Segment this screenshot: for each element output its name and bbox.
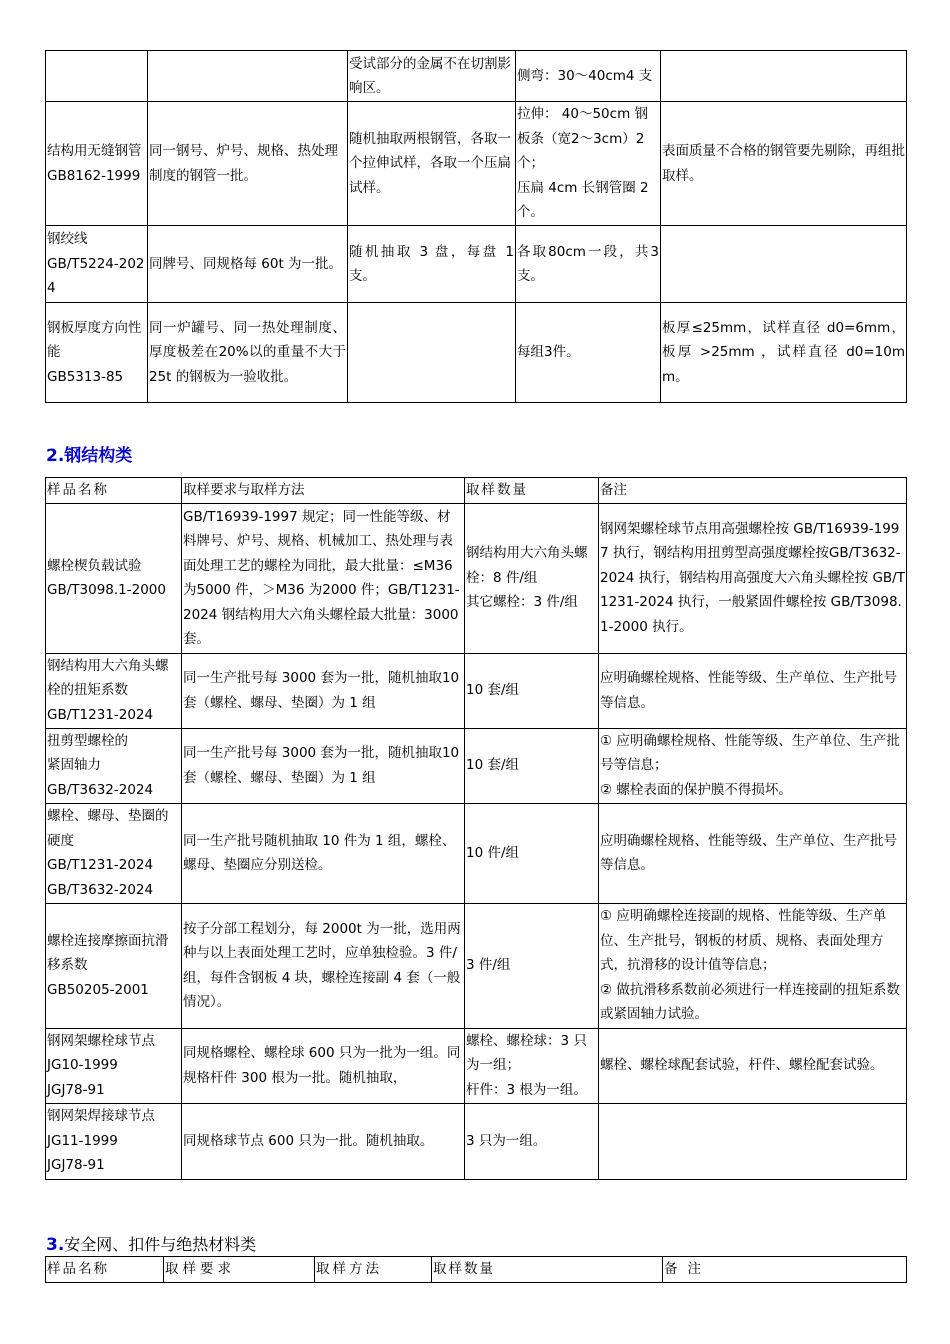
table-row [46, 803, 907, 903]
cell-batch-rule: 同一钢号、炉号、规格、热处理制度的钢管一批。 [148, 102, 348, 226]
text-line: 钢网架焊接球节点 [47, 1108, 155, 1125]
table-row [46, 226, 907, 303]
cell-sample-name [46, 51, 148, 102]
cell-sampling-method: 随机抽取两根钢管，各取一个拉伸试样，各取一个压扁试样。 [348, 102, 516, 226]
cell-sample-name [46, 226, 148, 303]
cell-remarks: 板厚≤25mm，试样直径 d0=6mm，板厚 >25mm ，试样直径 d0=10mm。 [661, 303, 907, 403]
text-line: 钢绞线 [47, 231, 88, 248]
text-line: 其它螺栓：3 件/组 [466, 594, 578, 611]
cell-sampling-method [348, 303, 516, 403]
text-line: 螺栓连接摩擦面抗滑移系数 [47, 932, 169, 974]
header-remarks: 备注 [599, 478, 907, 504]
cell-remarks [599, 728, 907, 803]
cell-remarks [599, 1103, 907, 1179]
cell-sampling-method: 随机抽取 3 盘，每盘 1支。 [348, 226, 516, 303]
header-remarks: 备注 [663, 1257, 907, 1283]
cell-sample-quantity [465, 503, 599, 653]
cell-batch-rule [148, 51, 348, 102]
cell-remarks: 应明确螺栓规格、性能等级、生产单位、生产批号等信息。 [599, 803, 907, 903]
cell-sample-quantity: 10 套/组 [465, 728, 599, 803]
cell-sampling-requirement: 按子分部工程划分，每 2000t 为一批，选用两种与以上表面处理工艺时，应单独检验。3 件/组，每件含钢板 4 块，螺栓连接副 4 套（一般情况）。 [182, 903, 465, 1028]
cell-sampling-requirement: 同一生产批号每 3000 套为一批，随机抽取10 套（螺栓、螺母、垫圈）为 1 组 [182, 728, 465, 803]
text-line: 螺栓、螺母、垫圈的硬度 [47, 808, 169, 849]
text-line: ① 应明确螺栓连接副的规格、性能等级、生产单位、生产批号，钢板的材质、规格、表面处理方式，抗滑移的设计值等信息； [600, 908, 887, 974]
text-line: GB50205-2001 [47, 981, 149, 998]
cell-sample-quantity [465, 1028, 599, 1103]
text-line: JG10-1999 [47, 1057, 118, 1074]
cell-sample-quantity: 各取80cm一段，共3支。 [516, 226, 661, 303]
text-line: GB5313-85 [47, 368, 124, 385]
cell-sampling-requirement: GB/T16939-1997 规定；同一性能等级、材料牌号、炉号、规格、机械加工、热处理与表面处理工艺的螺栓为同批，最大批量：≤M36 为5000 件，＞M36 为2000 件；GB/T1231-2024 钢结构用大六角头螺栓最大批量：3000 套。 [182, 503, 465, 653]
text-line: 钢结构用大六角头螺栓的扭矩系数 [47, 657, 169, 699]
cell-remarks: 螺栓、螺栓球配套试验，杆件、螺栓配套试验。 [599, 1028, 907, 1103]
cell-sample-name [46, 653, 182, 728]
cell-sample-name [46, 1028, 182, 1103]
cell-remarks: 表面质量不合格的钢管要先剔除，再组批取样。 [661, 102, 907, 226]
cell-sample-quantity: 3 只为一组。 [465, 1103, 599, 1179]
section-number: 3. [46, 1235, 65, 1255]
text-line: GB/T5224-2024 [47, 255, 145, 297]
text-line: 螺栓、螺栓球：3 只为一组； [466, 1032, 587, 1074]
cell-sample-name: 结构用无缝钢管GB8162-1999 [46, 102, 148, 226]
header-sample-name: 样品名称 [46, 478, 182, 504]
text-line: GB/T1231-2024 [47, 706, 154, 723]
cell-sample-name [46, 303, 148, 403]
text-line: JGJ78-91 [47, 1157, 105, 1174]
cell-sample-name [46, 1103, 182, 1179]
cell-remarks [661, 51, 907, 102]
text-line: 杆件：3 根为一组。 [466, 1081, 587, 1098]
header-sample-name: 样品名称 [46, 1257, 164, 1283]
cell-remarks: 钢网架螺栓球节点用高强螺栓按 GB/T16939-1997 执行，钢结构用扭剪型高强度螺栓按GB/T3632-2024 执行，钢结构用高强度大六角头螺栓按 GB/T1231-2024 执行，一般紧固件螺栓按 GB/T3098.1-2000 执行。 [599, 503, 907, 653]
cell-sample-quantity: 侧弯：30～40cm4 支 [516, 51, 661, 102]
cell-remarks [661, 226, 907, 303]
table-row [46, 653, 907, 728]
text-line: 钢结构用大六角头螺栓：8 件/组 [466, 545, 588, 586]
cell-sampling-requirement: 同规格螺栓、螺栓球 600 只为一批为一组。同规格杆件 300 根为一批。随机抽取， [182, 1028, 465, 1103]
cell-remarks [599, 903, 907, 1028]
table-row [46, 903, 907, 1028]
text-line: GB/T3632-2024 [47, 881, 154, 898]
section-title-steel-structure: 2.钢结构类 [46, 446, 133, 466]
cell-sample-name [46, 903, 182, 1028]
cell-sample-quantity: 10 件/组 [465, 803, 599, 903]
text-line: JG11-1999 [47, 1132, 118, 1149]
cell-sampling-requirement: 同一生产批号随机抽取 10 件为 1 组，螺栓、螺母、垫圈应分别送检。 [182, 803, 465, 903]
text-line: GB/T3632-2024 [47, 781, 154, 798]
cell-sample-quantity: 10 套/组 [465, 653, 599, 728]
cell-batch-rule: 同一炉罐号、同一热处理制度、厚度极差在20%以的重量不大于 25t 的钢板为一验收批。 [148, 303, 348, 403]
text-line: 螺栓楔负载试验 [47, 557, 142, 574]
text-line: ② 做抗滑移系数前必须进行一样连接副的扭矩系数或紧固轴力试验。 [600, 981, 900, 1023]
header-sampling-requirement: 取样要求与取样方法 [182, 478, 465, 504]
header-sampling-method: 取样方法 [315, 1257, 432, 1283]
header-sample-quantity: 取样数量 [432, 1257, 663, 1283]
table-steel-structure [45, 477, 907, 1180]
cell-sampling-requirement: 同规格球节点 600 只为一批。随机抽取。 [182, 1103, 465, 1179]
cell-sample-quantity: 3 件/组 [465, 903, 599, 1028]
table-row [46, 728, 907, 803]
cell-sample-quantity: 每组3件。 [516, 303, 661, 403]
text-line: 压扁 4cm 长钢管圈 2个。 [517, 179, 649, 221]
table-row [46, 303, 907, 403]
cell-sampling-method: 受试部分的金属不在切割影响区。 [348, 51, 516, 102]
text-line: GB/T3098.1-2000 [47, 582, 166, 598]
table-row [46, 503, 907, 653]
section-title-text: 安全网、扣件与绝热材料类 [64, 1235, 257, 1254]
cell-sample-quantity [516, 102, 661, 226]
table-row [46, 1028, 907, 1103]
cell-sample-name [46, 728, 182, 803]
table-header-row [46, 478, 907, 504]
text-line: ① 应明确螺栓规格、性能等级、生产单位、生产批号等信息； [600, 732, 900, 774]
section-title-safety-materials [46, 1232, 256, 1255]
header-sample-quantity: 取样数量 [465, 478, 599, 504]
text-line: 钢网架螺栓球节点 [47, 1032, 155, 1049]
table-row [46, 1103, 907, 1179]
cell-batch-rule: 同牌号、同规格每 60t 为一批。 [148, 226, 348, 303]
text-line: 钢板厚度方向性能 [47, 319, 142, 361]
cell-remarks: 应明确螺栓规格、性能等级、生产单位、生产批号等信息。 [599, 653, 907, 728]
text-line: GB/T1231-2024 [47, 857, 154, 873]
text-line: ② 螺栓表面的保护膜不得损坏。 [600, 781, 792, 798]
text-line: 紧固轴力 [47, 757, 101, 774]
cell-sample-name [46, 503, 182, 653]
table-steel-materials [45, 50, 907, 403]
header-sampling-requirement: 取样要求 [164, 1257, 315, 1283]
table-header-row [46, 1257, 907, 1283]
table-row [46, 102, 907, 226]
table-row [46, 51, 907, 102]
text-line: 扭剪型螺栓的 [47, 732, 128, 749]
text-line: JGJ78-91 [47, 1081, 105, 1098]
cell-sampling-requirement: 同一生产批号每 3000 套为一批，随机抽取10 套（螺栓、螺母、垫圈）为 1 组 [182, 653, 465, 728]
text-line: 拉伸： 40～50cm 钢板条（宽2～3cm）2个； [517, 106, 649, 172]
table-safety-materials [45, 1256, 907, 1283]
cell-sample-name [46, 803, 182, 903]
